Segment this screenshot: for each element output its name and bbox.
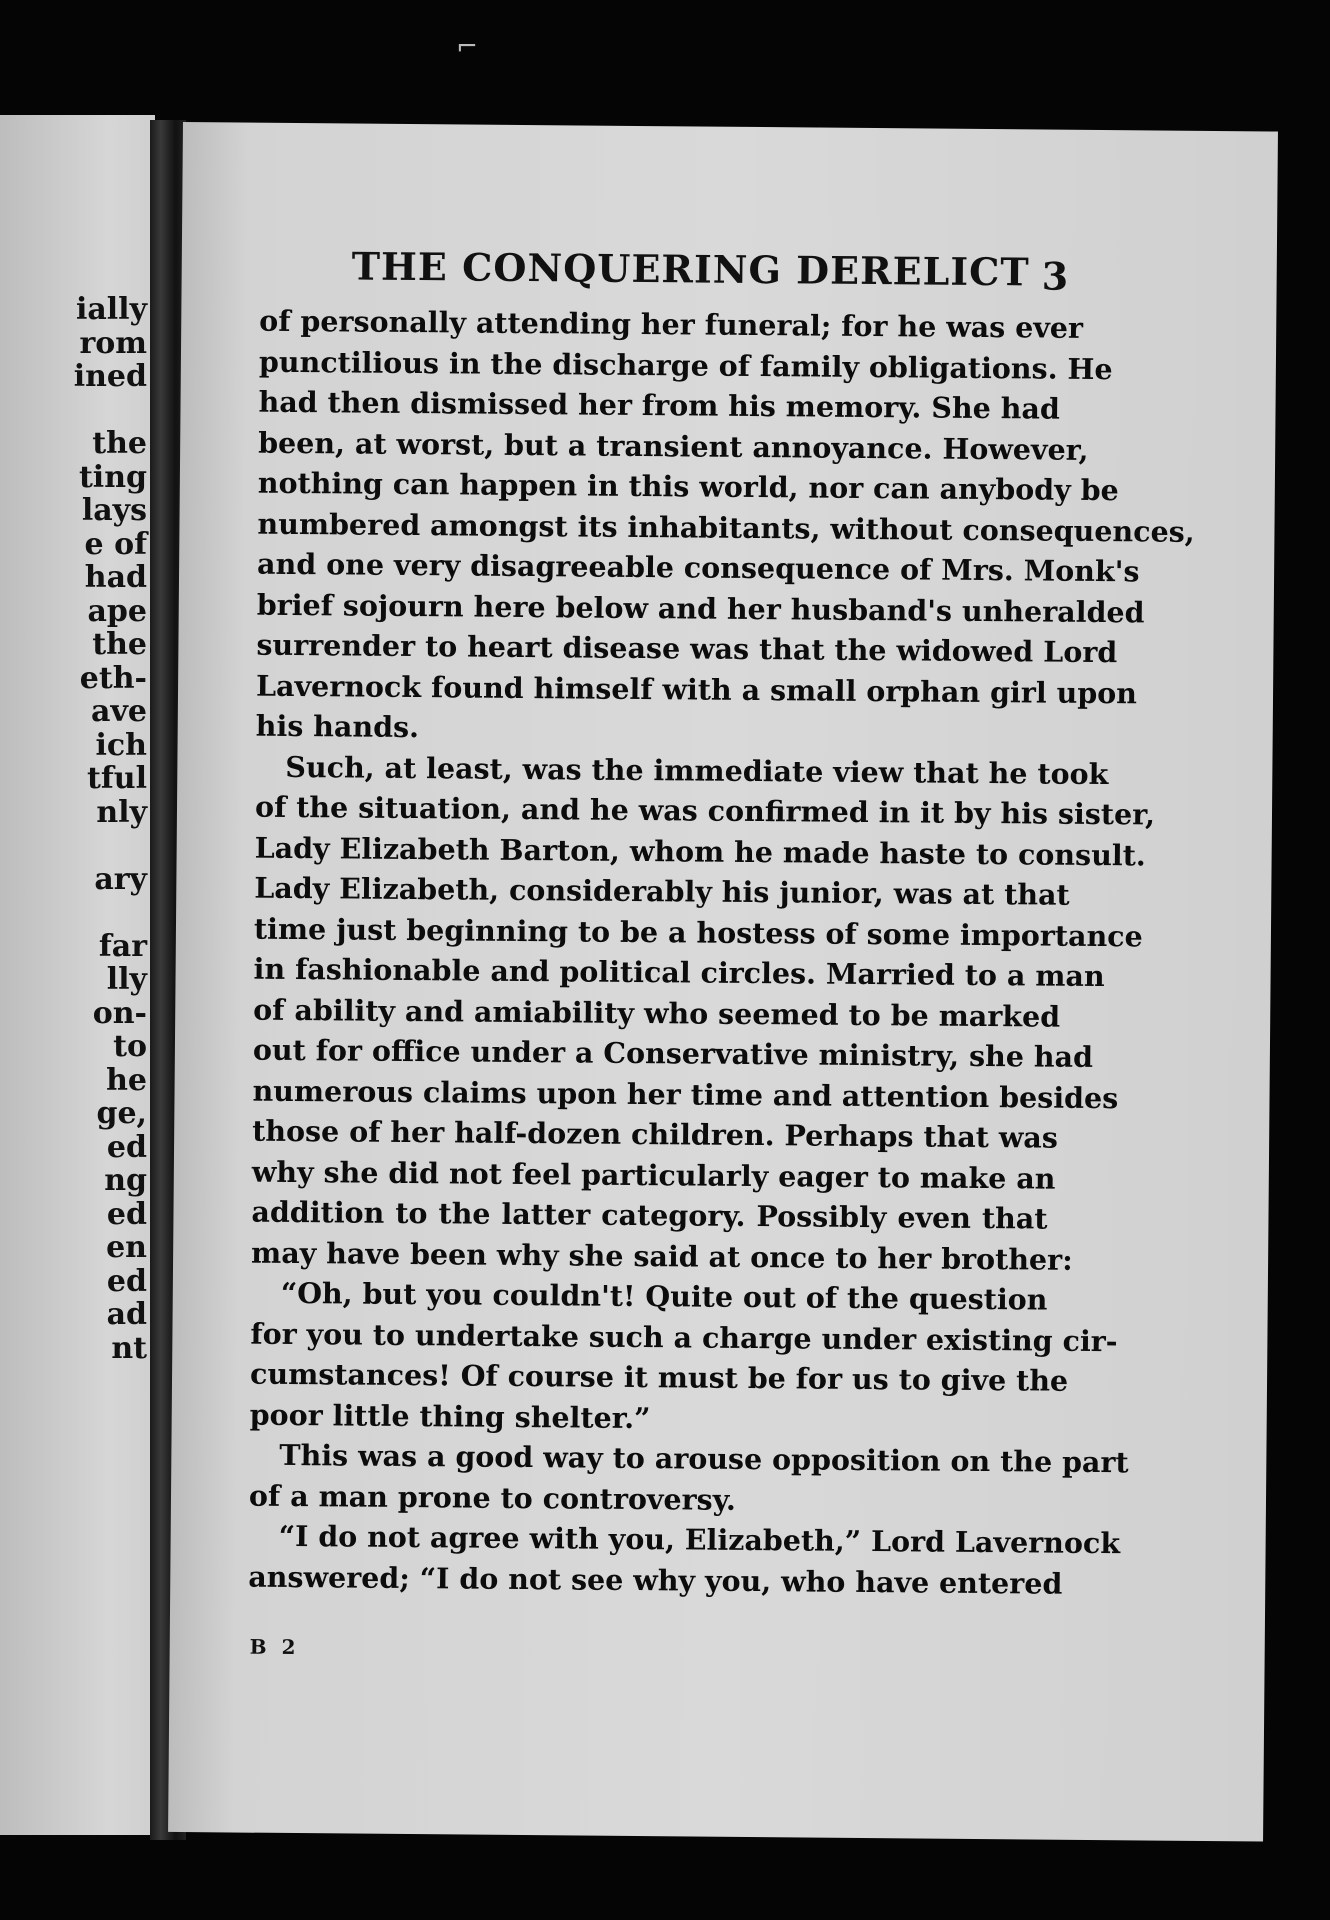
text-line: “Oh, but you couldn't! Quite out of the question: [280, 1275, 1048, 1317]
text-line: his hands.: [255, 708, 420, 745]
facing-line-fragment: nt: [111, 1330, 147, 1366]
text-line: answered; “I do not see why you, who have entered: [248, 1559, 1063, 1601]
text-line: “I do not agree with you, Elizabeth,” Lord Lavernock: [278, 1518, 1121, 1561]
facing-line-fragment: ially: [75, 292, 147, 327]
text-line: of a man prone to controversy.: [248, 1478, 737, 1517]
facing-line-fragment: on-: [92, 995, 147, 1031]
text-line: addition to the latter category. Possibly even that: [251, 1194, 1048, 1236]
text-line: numbered amongst its inhabitants, without consequences,: [257, 506, 1195, 549]
facing-line-fragment: en: [106, 1230, 147, 1265]
text-line: Lavernock found himself with a small orphan girl upon: [255, 668, 1138, 710]
facing-line-fragment: ed: [106, 1263, 147, 1299]
facing-line-fragment: had: [84, 560, 147, 595]
facing-line-fragment: rom: [79, 325, 147, 361]
facing-page-edge: [0, 115, 155, 1835]
facing-line-fragment: ave: [91, 694, 147, 729]
facing-line-fragment: lays: [81, 493, 147, 528]
text-line: those of her half-dozen children. Perhaps that was: [252, 1113, 1059, 1155]
text-line: poor little thing shelter.”: [249, 1397, 651, 1435]
text-line: of personally attending her funeral; for he was ever: [259, 303, 1084, 345]
text-line: Such, at least, was the immediate view that he took: [285, 749, 1109, 791]
facing-line-fragment: ting: [78, 459, 147, 495]
facing-line-fragment: to: [113, 1029, 147, 1064]
facing-line-fragment: tful: [87, 761, 147, 796]
signature-mark: B 2: [249, 1634, 300, 1660]
text-line: and one very disagreeable consequence of Mrs. Monk's: [257, 546, 1140, 589]
text-line: brief sojourn here below and her husband's unheralded: [256, 587, 1145, 629]
text-line: cumstances! Of course it must be for us to give the: [249, 1356, 1069, 1398]
text-line: nothing can happen in this world, nor can anybody be: [257, 465, 1119, 508]
facing-line-fragment: the: [92, 426, 147, 461]
text-line: why she did not feel particularly eager to make an: [251, 1154, 1056, 1196]
facing-line-fragment: ape: [87, 593, 147, 629]
facing-line-fragment: ed: [106, 1129, 147, 1165]
facing-line-fragment: nly: [96, 794, 147, 830]
text-line: been, at worst, but a transient annoyance. However,: [258, 425, 1089, 467]
text-line: punctilious in the discharge of family obligations. He: [258, 344, 1113, 386]
facing-line-fragment: ined: [73, 359, 147, 394]
running-title: THE CONQUERING DERELICT: [351, 243, 1030, 295]
book-page: [168, 122, 1278, 1841]
text-line: This was a good way to arouse opposition on the part: [279, 1437, 1129, 1480]
running-head: [182, 242, 1277, 299]
text-line: for you to undertake such a charge under existing cir-: [250, 1316, 1118, 1358]
facing-line-fragment: ed: [106, 1196, 147, 1232]
facing-line-fragment: ary: [94, 861, 147, 897]
facing-line-fragment: ge,: [96, 1096, 147, 1131]
text-line: in fashionable and political circles. Married to a man: [253, 951, 1105, 994]
facing-line-fragment: lly: [106, 962, 147, 997]
text-line: had then dismissed her from his memory. She had: [258, 384, 1060, 426]
text-line: surrender to heart disease was that the widowed Lord: [256, 627, 1118, 670]
text-line: Lady Elizabeth Barton, whom he made haste to consult.: [254, 830, 1146, 872]
facing-line-fragment: ad: [106, 1297, 147, 1332]
facing-line-fragment: eth-: [79, 660, 147, 696]
facing-line-fragment: he: [106, 1062, 147, 1098]
body-text: [248, 301, 1195, 1604]
facing-line-fragment: ich: [95, 727, 147, 763]
text-line: of ability and amiability who seemed to be marked: [253, 992, 1061, 1034]
page-number: 3: [1041, 253, 1069, 299]
facing-line-fragment: e of: [84, 526, 147, 562]
text-line: may have been why she said at once to her brother:: [250, 1235, 1073, 1277]
text-line: numerous claims upon her time and attention besides: [252, 1073, 1119, 1115]
facing-line-fragment: the: [92, 627, 147, 662]
text-line: out for office under a Conservative ministry, she had: [252, 1032, 1094, 1074]
text-line: of the situation, and he was confirmed in it by his sister,: [254, 789, 1156, 832]
scan-speck: ⌐: [456, 32, 478, 62]
facing-line-fragment: far: [98, 928, 147, 964]
facing-line-fragment: ng: [104, 1163, 147, 1198]
text-line: Lady Elizabeth, considerably his junior, was at that: [254, 870, 1070, 912]
text-line: time just beginning to be a hostess of some importance: [253, 911, 1143, 953]
